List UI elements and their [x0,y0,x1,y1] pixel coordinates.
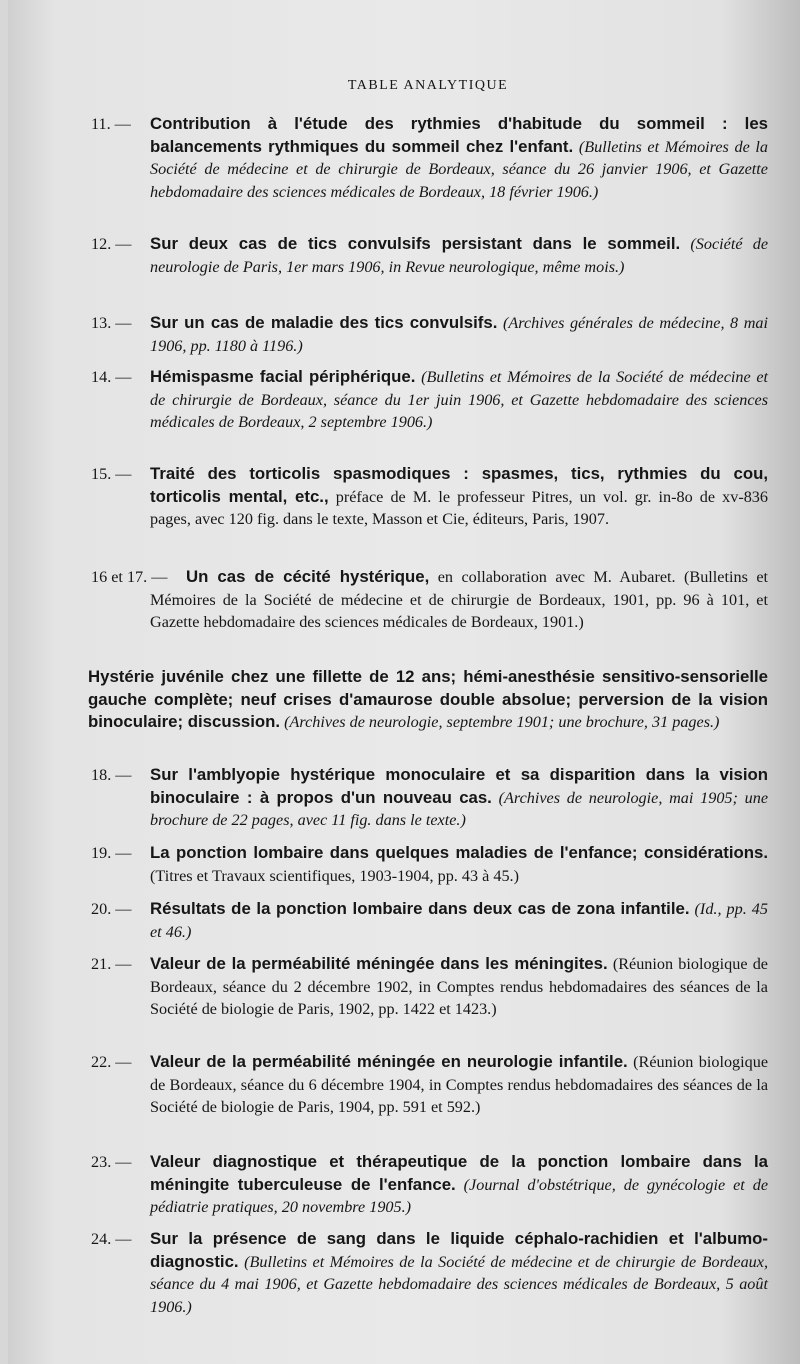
entry-21 [91,953,768,1021]
entry-reference: (Société de neurologie de Paris, 1er mars 1906, in Revue neurologique, même mois.) [150,235,769,276]
running-head: TABLE ANALYTIQUE [347,78,509,93]
entry-title: Traité des torticolis spasmodiques : spasmes, tics, rythmies du cou, torticolis mental, etc., [150,464,768,506]
entry-24 [91,1228,769,1318]
entry-title: Contribution à l'étude des rythmies d'habitude du sommeil : les balancements rythmiques du sommeil chez l'enfant. [150,114,768,156]
entry-number: 21. — [91,955,132,973]
entry-reference: (Archives de neurologie, mai 1905; une brochure de 22 pages, avec 11 fig. dans le texte.) [150,788,769,829]
entry-reference: (Bulletins et Mémoires de la Société de médecine et de chirurgie de Bordeaux, séance du 26 janvier 1906, et Gazette hebdomadaire des sciences médicales de Bordeaux, 18 février 1906.) [150,137,768,201]
entry-number: 12. — [91,235,132,253]
entry-12 [91,233,769,278]
entry-20 [91,898,768,943]
document-page [8,0,800,1364]
entry-number: 15. — [91,465,132,483]
entry-18 [91,764,769,832]
entry-reference: (Bulletins et Mémoires de la Société de médecine et de chirurgie de Bordeaux, séance du 1er juin 1906, et Gazette hebdomadaire des sciences médicales de Bordeaux, 2 septembre 1906.) [150,368,769,431]
entry-number: 19. — [91,844,132,862]
entry-title: Un cas de cécité hystérique, [186,567,430,586]
entry-reference: (Bulletins et Mémoires de la Société de médecine et de chirurgie de Bordeaux, séance du 4 mai 1906, et Gazette hebdomadaire des sciences médicales de Bordeaux, 5 août 1906.) [150,1252,769,1316]
entry-title: Hystérie juvénile chez une fillette de 12 ans; hémi-anesthésie sensitivo-sensorielle gauche complète; neuf crises d'amaurose double absolue; perversion de la vision binoculaire; discussion. [88,667,768,731]
entry-title: Valeur de la perméabilité méningée dans les méningites. [150,954,608,973]
entry-19 [91,842,768,887]
entry-reference: préface de M. le professeur Pitres, un vol. gr. in-8o de xv-836 pages, avec 120 fig. dans le texte, Masson et Cie, éditeurs, Paris, 1907. [150,487,768,528]
entry-title: Sur l'amblyopie hystérique monoculaire et sa disparition dans la vision binoculaire : à propos d'un nouveau cas. [150,765,768,807]
entry-reference: (Journal d'obstétrique, de gynécologie et de pédiatrie pratiques, 20 novembre 1905.) [150,1175,768,1216]
entry-title: Sur la présence de sang dans le liquide céphalo-rachidien et l'albumo-diagnostic. [150,1229,768,1271]
entry-22 [91,1051,769,1119]
entry-number: 23. — [91,1153,132,1171]
entry-title: Sur un cas de maladie des tics convulsifs. [150,313,498,332]
entry-title: La ponction lombaire dans quelques maladies de l'enfance; considérations. [150,843,768,862]
entry-11 [91,113,768,203]
entry-reference: (Archives de neurologie, septembre 1901; une brochure, 31 pages.) [284,713,720,731]
entry-hysterie [88,666,768,734]
entry-title: Valeur de la perméabilité méningée en neurologie infantile. [150,1052,628,1071]
entry-number: 22. — [91,1053,132,1071]
entry-14 [91,366,769,434]
entry-number: 20. — [91,900,132,918]
entry-number: 14. — [91,368,132,386]
entry-title: Sur deux cas de tics convulsifs persistant dans le sommeil. [150,234,681,253]
entry-reference: (Id., pp. 45 et 46.) [150,900,768,941]
entry-reference: (Réunion biologique de Bordeaux, séance du 6 décembre 1904, in Comptes rendus hebdomadaires des séances de la Société de biologie de Paris, 1904, pp. 591 et 592.) [150,1053,769,1116]
entry-number: 13. — [91,314,132,332]
entry-number: 11. — [91,115,131,133]
entry-reference: (Archives générales de médecine, 8 mai 1906, pp. 1180 à 1196.) [150,314,769,355]
entry-13 [91,312,769,357]
entry-number: 16 et 17. — [91,568,168,586]
entry-title: Hémispasme facial périphérique. [150,367,416,386]
entry-number: 18. — [91,766,132,784]
entry-title: Résultats de la ponction lombaire dans deux cas de zona infantile. [150,899,690,918]
entry-16-17 [91,566,768,634]
entry-reference: en collaboration avec M. Aubaret. (Bulletins et Mémoires de la Société de médecine et de chirurgie de Bordeaux, 1901, pp. 96 à 101, et Gazette hebdomadaire des sciences médicales de Bordeaux, 1901.) [150,568,768,631]
entry-23 [91,1151,768,1219]
entry-15 [91,463,768,531]
entry-number: 24. — [91,1230,132,1248]
entry-reference: (Titres et Travaux scientifiques, 1903-1904, pp. 43 à 45.) [150,866,519,885]
entry-reference: (Réunion biologique de Bordeaux, séance du 2 décembre 1902, in Comptes rendus hebdomadaires des séances de la Société de biologie de Paris, 1902, pp. 1422 et 1423.) [150,955,768,1018]
entry-title: Valeur diagnostique et thérapeutique de la ponction lombaire dans la méningite tuberculeuse de l'enfance. [150,1152,768,1194]
